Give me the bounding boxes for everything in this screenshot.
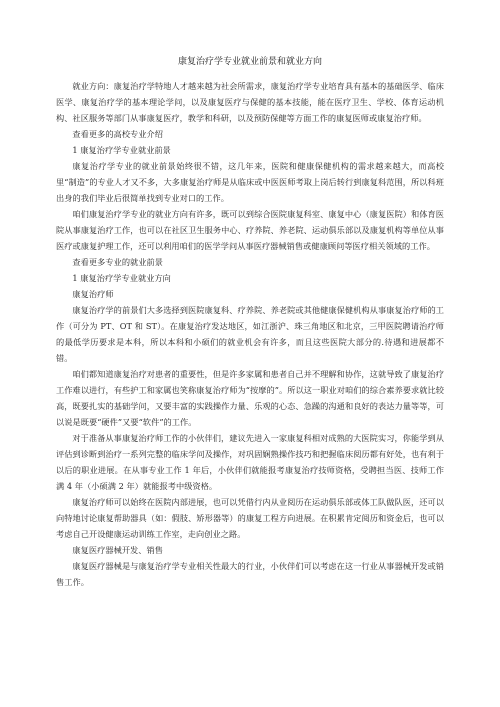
paragraph-prospects: 康复治疗学专业的就业前景始终很不错，这几年来，医院和健康保健机构的需求越来越大，而高校里“制造”的专业人才又不多，大多康复治疗师是从临床或中医医师考取上岗后转行到康复科范围，所以科班出身的我们毕业后很简单找到专业对口的工作。 xyxy=(56,161,444,203)
subheading-therapist: 康复治疗师 xyxy=(72,289,114,299)
paragraph-directions-overview: 咱们康复治疗学专业的就业方向有许多，既可以到综合医院康复科室、康复中心（康复医院）和体育医院从事康复治疗工作，也可以在社区卫生服务中心、疗养院、养老院、运动俱乐部以及康复机构等单位从事医疗或康复护理工作，还可以利用咱们的医学学问从事医疗器械销售或健康顾问等医疗相关领域的工作。 xyxy=(56,209,444,251)
paragraph-more-majors-link: 查看更多的高校专业介绍 xyxy=(72,129,164,139)
paragraph-therapist-advice: 对于准备从事康复治疗师工作的小伙伴们，建议先进入一家康复科相对成熟的大医院实习，你能学到从评估到诊断到治疗一系列完整的临床学问及操作，对巩固娴熟操作技巧和把握临床阅历都有好处，也有利于以后的职业进展。在从事专业工作 1 年后，小伙伴们就能报考康复治疗技师资格，受聘担当医、技师工作满 4 年（小硕满 2 年）就能报考中级资格。 xyxy=(56,433,444,491)
section-heading-directions: 1 康复治疗学专业就业方向 xyxy=(72,273,171,283)
document-body xyxy=(56,78,444,590)
paragraph-therapist-qualities: 咱们都知道康复治疗对患者的重要性，但是许多家属和患者自己并不理解和协作，这就导致了康复治疗工作难以进行，有些护工和家属也笑称康复治疗师为“按摩的”。所以这一职业对咱们的综合素养要求就比较高，既要扎实的基础学问，又要丰富的实践操作力量、乐观的心态、急躁的沟通和良好的表达力量等等，可以说是既要“硬件”又要“软件”的工作。 xyxy=(56,369,444,427)
paragraph-equipment: 康复医疗器械是与康复治疗学专业相关性最大的行业，小伙伴们可以考虑在这一行业从事器械开发或销售工作。 xyxy=(56,561,444,587)
section-heading-prospects: 1 康复治疗学专业就业前景 xyxy=(72,145,171,155)
paragraph-employment-direction: 就业方向：康复治疗学特地人才越来越为社会所需求，康复治疗学专业培育具有基本的基础医学、临床医学、康复治疗学的基本理论学问，以及康复医疗与保健的基本技能，能在医疗卫生、学校、体育运动机构、社区服务等部门从事康复医疗，教学和科研，以及预防保健等方面工作的康复医师或康复治疗师。 xyxy=(56,81,444,123)
paragraph-more-prospects-link: 查看更多专业的就业前景 xyxy=(72,257,164,267)
document-title: 康复治疗学专业就业前景和就业方向 xyxy=(177,57,322,67)
paragraph-therapist-career: 康复治疗师可以始终在医院内部进展，也可以凭借行内从业阅历在运动俱乐部或体工队做队医，还可以向特地讨论康复帮助器具（如：假肢、矫形器等）的康复工程方向进展。在积累肯定阅历和资金后，也可以考虑自己开设健康运动训练工作室，走向创业之路。 xyxy=(56,497,444,539)
subheading-equipment: 康复医疗器械开发、销售 xyxy=(72,545,164,555)
paragraph-therapist-jobs: 康复治疗学的前景们大多选择到医院康复科、疗养院、养老院或其他健康保健机构从事康复治疗师的工作（可分为 PT、OT 和 ST）。在康复治疗发达地区，如江浙沪、珠三角地区和北京，三甲医院聘请治疗师的最低学历要求是本科，所以本科和小硕们的就业机会有许多，而且这些医院大部分的.待遇和进展都不错。 xyxy=(56,305,444,363)
